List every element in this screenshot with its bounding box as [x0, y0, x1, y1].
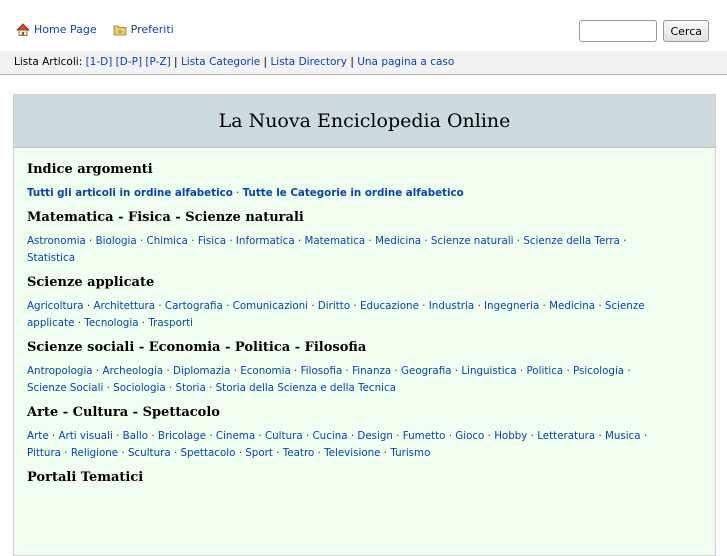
nav-prefix: Lista Articoli: — [14, 56, 83, 68]
link-separator: · — [85, 235, 96, 247]
link-separator: · — [138, 317, 149, 329]
link-separator: · — [539, 300, 550, 312]
topic-link[interactable]: Televisione — [324, 447, 381, 459]
topic-link[interactable]: Cultura — [264, 430, 303, 442]
link-separator: · — [74, 317, 85, 329]
link-separator: · — [350, 300, 360, 312]
link-separator: · — [61, 447, 71, 459]
section-title: Portali Tematici — [27, 470, 144, 485]
page-title: La Nuova Enciclopedia Online — [14, 95, 715, 148]
topic-link[interactable]: Cucina — [312, 430, 348, 442]
link-separator: · — [451, 365, 462, 377]
link-separator: · — [421, 235, 431, 247]
topic-link[interactable]: Bricolage — [157, 430, 207, 442]
link-separator: · — [272, 447, 283, 459]
topic-link[interactable]: Hobby — [494, 430, 528, 442]
topic-link[interactable]: Ballo — [122, 430, 149, 442]
topic-link[interactable]: Diritto — [317, 300, 351, 312]
topic-link[interactable]: Linguistica — [461, 365, 517, 377]
link-separator: · — [595, 300, 605, 312]
link-separator: · — [445, 430, 456, 442]
topic-link[interactable]: Geografia — [401, 365, 452, 377]
nav-item-lista-directory[interactable]: Lista Directory — [270, 56, 347, 68]
favorites-label: Preferiti — [130, 23, 174, 36]
link-separator: · — [92, 365, 103, 377]
topic-link[interactable]: Antropologia — [27, 365, 93, 377]
nav-separator: | — [350, 56, 354, 68]
link-separator: · — [294, 235, 305, 247]
topic-link[interactable]: Letteratura — [537, 430, 596, 442]
topic-link[interactable]: Politica — [526, 365, 564, 377]
link-separator: · — [513, 235, 524, 247]
article-list-nav — [0, 51, 727, 75]
topic-link[interactable]: Industria — [428, 300, 475, 312]
link-separator: · — [48, 430, 59, 442]
home-icon — [16, 23, 30, 36]
topic-link[interactable]: Fumetto — [402, 430, 446, 442]
link-separator: · — [170, 447, 181, 459]
link-separator: · — [391, 365, 402, 377]
topic-link[interactable]: Psicologia — [573, 365, 625, 377]
favorites-link[interactable] — [113, 23, 174, 36]
nav-item-p-z[interactable]: [P-Z] — [145, 56, 171, 68]
link-separator: · — [527, 430, 538, 442]
topic-link[interactable]: Matematica — [304, 235, 366, 247]
section-title: Arte - Cultura - Spettacolo — [27, 405, 220, 420]
link-separator: · — [155, 300, 165, 312]
topic-link[interactable]: Cinema — [215, 430, 256, 442]
topic-link[interactable]: Architettura — [93, 300, 156, 312]
link-separator: · — [118, 447, 128, 459]
topic-link[interactable]: Sociologia — [113, 382, 166, 394]
link-separator: · — [226, 235, 236, 247]
topic-link[interactable]: Diplomazia — [173, 365, 231, 377]
link-separator: · — [563, 365, 574, 377]
link-separator: · — [342, 365, 353, 377]
folder-star-icon — [113, 23, 127, 36]
topic-link[interactable]: Medicina — [375, 235, 422, 247]
topic-link[interactable]: Chimica — [146, 235, 188, 247]
topic-link[interactable]: Statistica — [27, 252, 76, 264]
topic-link[interactable]: Musica — [605, 430, 641, 442]
section-title: Indice argomenti — [27, 162, 153, 177]
section-links — [27, 428, 672, 462]
link-separator: · — [595, 430, 606, 442]
link-separator: · — [314, 447, 325, 459]
link-separator: · — [640, 430, 648, 442]
link-separator: · — [206, 430, 216, 442]
section-links — [27, 298, 672, 332]
topic-link[interactable]: Sport — [245, 447, 273, 459]
link-separator: · — [232, 187, 243, 199]
link-separator: · — [624, 365, 631, 377]
section-links — [27, 233, 672, 267]
link-separator: · — [112, 430, 123, 442]
topic-link[interactable]: Trasporti — [148, 317, 193, 329]
link-separator: · — [484, 430, 495, 442]
topic-link[interactable]: Informatica — [235, 235, 295, 247]
topic-link[interactable]: Scienze applicate — [27, 300, 645, 329]
link-separator: · — [302, 430, 313, 442]
topic-link[interactable]: Scienze naturali — [430, 235, 514, 247]
link-separator: · — [163, 365, 174, 377]
link-separator: · — [392, 430, 403, 442]
topic-link[interactable]: Comunicazioni — [232, 300, 309, 312]
topic-link[interactable]: Teatro — [282, 447, 315, 459]
topic-link[interactable]: Cartografia — [164, 300, 223, 312]
topic-link[interactable]: Design — [357, 430, 393, 442]
topic-link[interactable]: Educazione — [359, 300, 419, 312]
topic-link[interactable]: Tutti gli articoli in ordine alfabetico — [27, 187, 233, 199]
link-separator: · — [205, 382, 216, 394]
section-links — [27, 363, 672, 397]
link-separator: · — [619, 235, 627, 247]
link-separator: · — [418, 300, 429, 312]
topic-link[interactable]: Filosofia — [300, 365, 343, 377]
top-links — [16, 23, 174, 36]
sections-container — [14, 148, 715, 485]
topic-link[interactable]: Pittura — [27, 447, 61, 459]
link-separator: · — [230, 365, 241, 377]
section-title: Scienze sociali - Economia - Politica - Filosofia — [27, 340, 367, 355]
section-links — [27, 185, 672, 202]
nav-item-1-d[interactable]: [1-D] — [85, 56, 113, 68]
link-separator: · — [148, 430, 158, 442]
home-page-label: Home Page — [34, 23, 97, 36]
link-separator: · — [83, 300, 94, 312]
topic-link[interactable]: Economia — [240, 365, 291, 377]
link-separator: · — [136, 235, 147, 247]
topic-link[interactable]: Astronomia — [27, 235, 86, 247]
section-title: Matematica - Fisica - Scienze naturali — [27, 210, 304, 225]
topic-link[interactable]: Arti visuali — [58, 430, 113, 442]
nav-separator: | — [174, 56, 178, 68]
link-separator: · — [308, 300, 318, 312]
link-separator: · — [222, 300, 233, 312]
link-separator: · — [380, 447, 391, 459]
link-separator: · — [235, 447, 246, 459]
topic-link[interactable]: Arte — [27, 430, 49, 442]
topic-link[interactable]: Storia — [175, 382, 206, 394]
topic-link[interactable]: Tutte le Categorie in ordine alfabetico — [242, 187, 464, 199]
link-separator: · — [255, 430, 265, 442]
link-separator: · — [365, 235, 376, 247]
encyclopedia-box — [13, 94, 716, 556]
link-separator: · — [187, 235, 198, 247]
nav-item-lista-categorie[interactable]: Lista Categorie — [180, 56, 261, 68]
home-page-link[interactable] — [16, 23, 97, 36]
topic-link[interactable]: Gioco — [455, 430, 485, 442]
topic-link[interactable]: Medicina — [549, 300, 596, 312]
link-separator: · — [290, 365, 301, 377]
topic-link[interactable]: Scienze Sociali — [27, 382, 104, 394]
link-separator: · — [165, 382, 176, 394]
topic-link[interactable]: Fisica — [197, 235, 227, 247]
link-separator: · — [516, 365, 527, 377]
top-bar — [0, 0, 727, 50]
topic-link[interactable]: Biologia — [95, 235, 137, 247]
topic-link[interactable]: Scultura — [127, 447, 171, 459]
search-input[interactable] — [579, 20, 657, 42]
link-separator: · — [474, 300, 485, 312]
link-separator: · — [103, 382, 114, 394]
nav-item-d-p[interactable]: [D-P] — [115, 56, 143, 68]
topic-link[interactable]: Religione — [70, 447, 119, 459]
section-title: Scienze applicate — [27, 275, 155, 290]
topic-link[interactable]: Agricoltura — [27, 300, 84, 312]
topic-link[interactable]: Archeologia — [102, 365, 164, 377]
nav-separator: | — [263, 56, 268, 68]
topic-link[interactable]: Turismo — [390, 447, 431, 459]
topic-link[interactable]: Spettacolo — [180, 447, 236, 459]
topic-link[interactable]: Storia della Scienza e della Tecnica — [215, 382, 396, 394]
topic-link[interactable]: Finanza — [352, 365, 392, 377]
search-form — [579, 20, 709, 42]
search-button[interactable]: Cerca — [663, 20, 709, 42]
link-separator: · — [347, 430, 358, 442]
nav-item-pagina-a-caso[interactable]: Una pagina a caso — [357, 56, 455, 68]
topic-link[interactable]: Tecnologia — [84, 317, 139, 329]
topic-link[interactable]: Ingegneria — [484, 300, 540, 312]
topic-link[interactable]: Scienze della Terra — [523, 235, 620, 247]
